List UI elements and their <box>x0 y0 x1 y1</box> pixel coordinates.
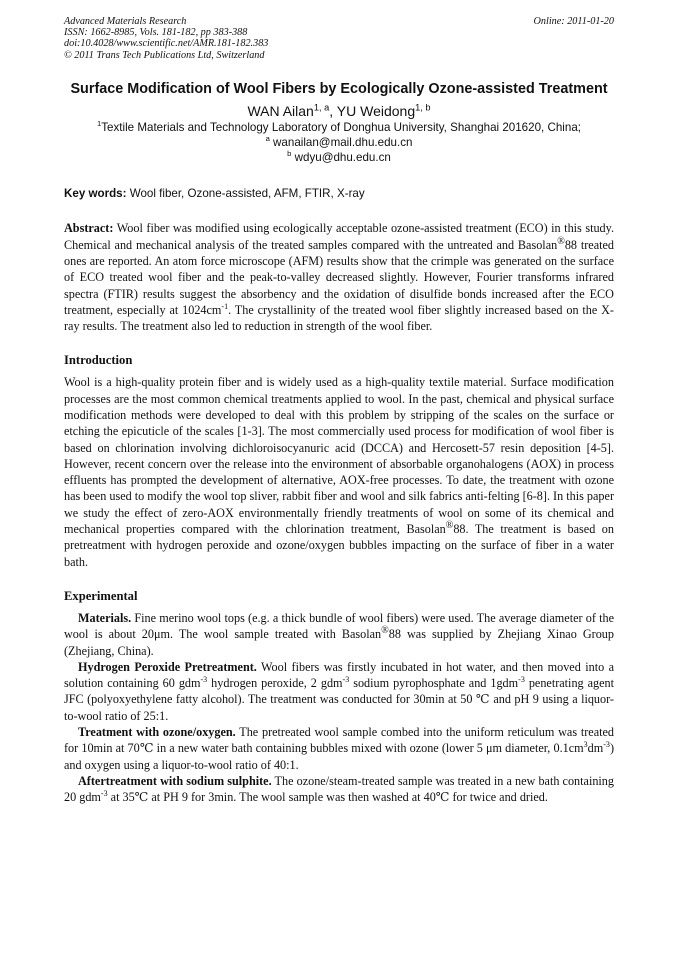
keywords <box>64 187 614 200</box>
aftertreatment-paragraph <box>64 773 614 806</box>
ozone-sup-1: 3 <box>583 740 588 750</box>
affiliation-line <box>64 120 614 135</box>
abstract-superscript: -1 <box>221 301 229 311</box>
registered-mark: ® <box>445 520 454 531</box>
email-a-mark: a <box>265 134 270 144</box>
abstract-text-3: . The crystallinity of the treated wool fiber slightly increased based on the X-ray results. The treatment also led to reduction in strength of the wool fiber. <box>64 302 614 334</box>
ozone-label: Treatment with ozone/oxygen. <box>78 725 236 740</box>
issn-line: ISSN: 1662-8985, Vols. 181-182, pp 383-388 <box>64 27 248 39</box>
hydrogen-text-4: penetrating agent JFC (polyoxyethylene fatty alcohol). The treatment was conducted for 30min at 50 ℃ and pH 9 using a liquor-to-wool ratio of 25:1. <box>64 676 614 723</box>
materials-paragraph <box>64 610 614 659</box>
ozone-text-3: ) and oxygen using a liquor-to-wool ratio of 40:1. <box>64 741 614 772</box>
paper-title: Surface Modification of Wool Fibers by Ecologically Ozone-assisted Treatment <box>70 80 608 97</box>
introduction-text-2: 88. The treatment is based on pretreatment with hydrogen peroxide and ozone/oxygen bubbles impacting on the surface of fiber in a water bath. <box>64 522 614 569</box>
ozone-text-1: The pretreated wool sample combed into the uniform reticulum was treated for 10min at 70℃ in a new water bath containing bubbles mixed with ozone (lower 5 μm diameter, 0.1cm <box>64 725 614 756</box>
email-b-line <box>64 150 614 165</box>
journal-name: Advanced Materials Research <box>64 16 187 27</box>
header-left <box>64 16 614 61</box>
abstract <box>64 220 614 334</box>
registered-mark: ® <box>381 625 389 637</box>
author-separator: , <box>329 103 337 120</box>
aftertreatment-sup-1: -3 <box>100 789 108 799</box>
introduction-paragraph <box>64 374 614 570</box>
author-2-affiliation-mark: 1, b <box>415 102 431 113</box>
aftertreatment-text-1: The ozone/steam-treated sample was treated in a new bath containing 20 gdm <box>64 773 614 805</box>
materials-text-1: Fine merino wool tops (e.g. a thick bundle of wool fibers) were used. The average diameter of the wool is about 20μm. The wool sample treated with Basolan <box>64 610 614 642</box>
hydrogen-text-2: hydrogen peroxide, 2 gdm <box>207 676 343 691</box>
abstract-text-1: Wool fiber was modified using ecologically acceptable ozone-assisted treatment (ECO) in this study. Chemical and mechanical analysis of the treated samples compared with the untreated and Basolan <box>64 221 614 252</box>
author-1: WAN Ailan <box>247 103 314 120</box>
author-line <box>64 103 614 120</box>
experimental-heading: Experimental <box>64 588 138 603</box>
hydrogen-sup-1: -3 <box>200 675 208 685</box>
abstract-text-2: 88 treated ones are reported. An atom force microscope (AFM) results show that the crimple was generated on the surface of ECO treated wool fiber and the peak-to-valley decreased slightly. However, Fourier transforms infrared spectra (FTIR) results suggest the absorbency and the oxidation of disulfide bonds increased after the ECO treatment, especially at 1024cm <box>64 237 614 317</box>
abstract-label: Abstract: <box>64 221 114 236</box>
journal-header <box>64 16 614 61</box>
introduction-heading: Introduction <box>64 353 133 368</box>
hydrogen-sup-2: -3 <box>342 675 350 685</box>
aftertreatment-label: Aftertreatment with sodium sulphite. <box>78 773 272 788</box>
hydrogen-text-1: Wool fibers was firstly incubated in hot water, and then moved into a solution containing 60 gdm <box>64 659 614 691</box>
email-b-mark: b <box>287 149 292 159</box>
copyright-line: © 2011 Trans Tech Publications Ltd, Switzerland <box>64 49 265 61</box>
keywords-label: Key words: <box>64 187 127 201</box>
affiliation-text: Textile Materials and Technology Laboratory of Donghua University, Shanghai 201620, China; <box>101 121 581 135</box>
introduction-text-1: Wool is a high-quality protein fiber and is widely used as a high-quality textile material. Surface modification processes are the most common chemical treatments applied to wool. In the past, chemical and physical surface modification methods were developed to deal with this problem by stripping of the scales on the surface or etching the epicuticle of the scales [1-3]. The most commercially used process for modification of wool fiber is based on chlorination involving dichloroisocyanuric acid (DCCA) and Hercosett-57 resin deposition [4-5]. However, recent concern over the release into the environment of absorbable organohalogens (AOX) in process effluents has prompted the development of alternative, AOX-free processes. To date, the treatment with ozone has been used to modify the wool top sliver, rabbit fiber and wool and silk fabrics anti-felting [6-8]. In this paper we study the effect of zero-AOX environmentally friendly treatments of wool on some of its chemical and mechanical properties compared with the chlorination treatment, Basolan <box>64 375 614 537</box>
aftertreatment-text-2: at 35℃ at PH 9 for 3min. The wool sample was then washed at 40℃ for twice and dried. <box>107 790 548 805</box>
hydrogen-sup-3: -3 <box>518 675 525 685</box>
ozone-sup-2: -3 <box>603 740 610 750</box>
email-a[interactable]: wanailan@mail.dhu.edu.cn <box>273 136 413 150</box>
hydrogen-label: Hydrogen Peroxide Pretreatment. <box>78 659 257 674</box>
materials-label: Materials. <box>78 610 132 625</box>
materials-text-2: 88 was supplied by Zhejiang Xinao Group (Zhejiang, China). <box>64 627 614 658</box>
ozone-text-2: dm <box>587 741 604 756</box>
online-date: Online: 2011-01-20 <box>533 16 614 27</box>
keywords-text: Wool fiber, Ozone-assisted, AFM, FTIR, X-ray <box>126 187 365 201</box>
hydrogen-text-3: sodium pyrophosphate and 1gdm <box>349 676 519 691</box>
registered-mark: ® <box>557 235 565 247</box>
email-a-line <box>64 135 614 150</box>
affiliation-mark: 1 <box>97 119 102 129</box>
doi-line: doi:10.4028/www.scientific.net/AMR.181-182.383 <box>64 38 269 50</box>
hydrogen-peroxide-paragraph <box>64 659 614 724</box>
ozone-treatment-paragraph <box>64 724 614 773</box>
author-1-affiliation-mark: 1, a <box>313 102 330 113</box>
author-2: YU Weidong <box>336 103 416 120</box>
email-b[interactable]: wdyu@dhu.edu.cn <box>294 151 391 165</box>
